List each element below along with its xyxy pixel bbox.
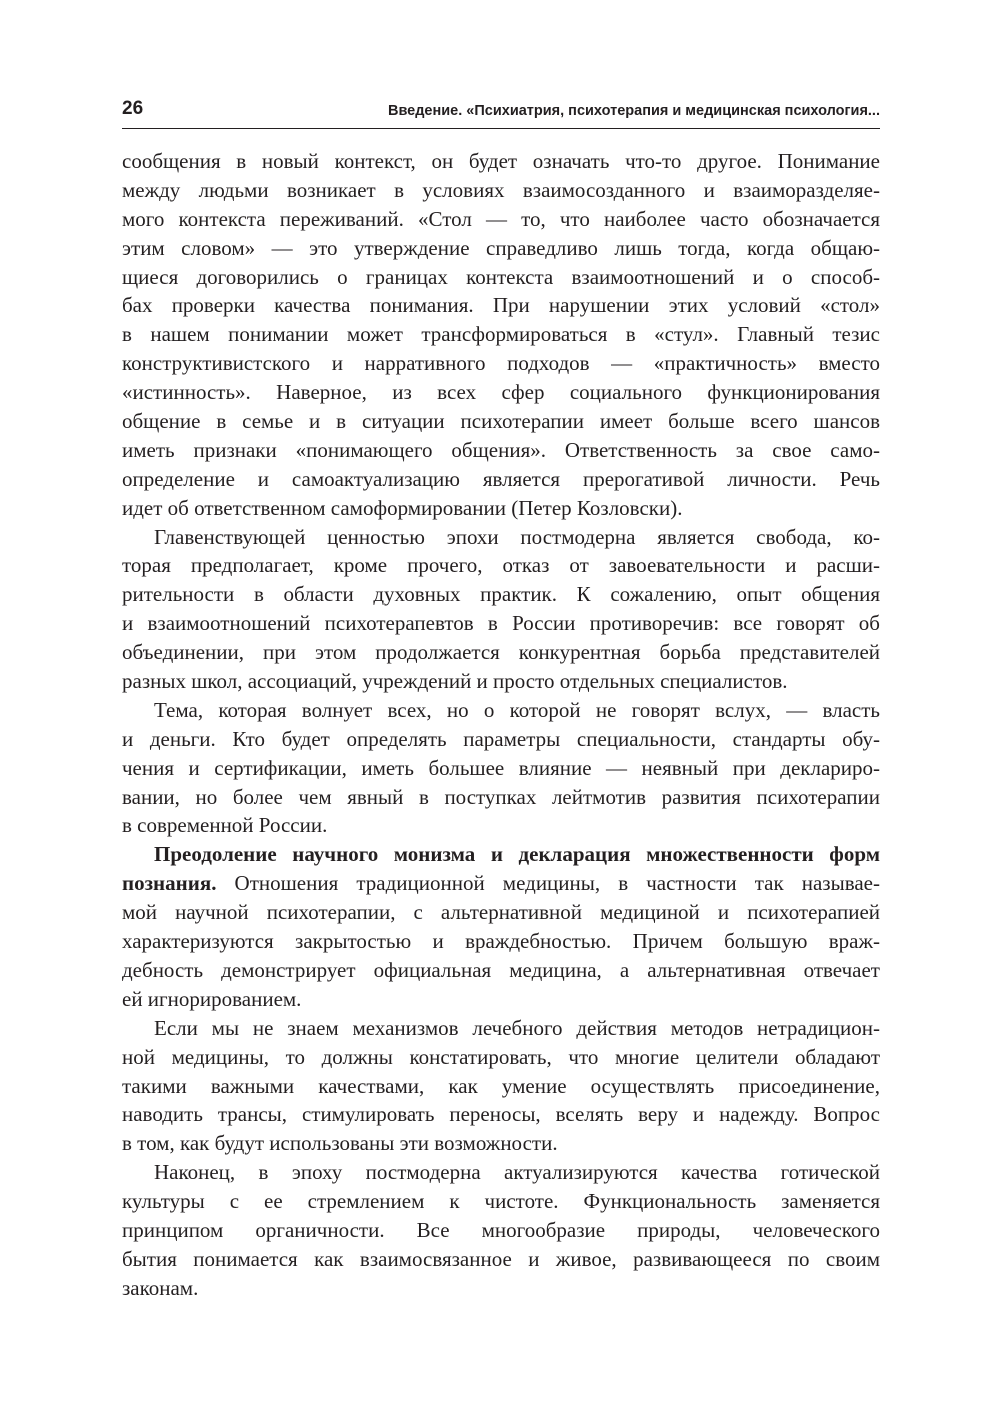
text-line: Если мы не знаем механизмов лечебного действия методов нетрадицион- [154, 1015, 880, 1040]
text-line: в том, как будут использованы эти возможности. [122, 1131, 558, 1156]
text-line: бытия понимается как взаимосвязанное и живое, развивающееся по своим [122, 1246, 880, 1271]
text-line: «истинность». Наверное, из всех сфер социального функционирования [122, 380, 880, 405]
paragraph-1 [122, 147, 880, 523]
paragraph-4 [122, 840, 880, 1013]
text-line: между людьми возникает в условиях взаимосозданного и взаиморазделяе- [122, 177, 880, 202]
text-line: ной медицины, то должны констатировать, что многие целители обладают [122, 1044, 880, 1069]
section-heading-end: познания. [122, 871, 217, 896]
text-line: сообщения в новый контекст, он будет означать что-то другое. Понимание [122, 149, 880, 173]
paragraph-3 [122, 696, 880, 840]
text-line: щиеся договорились о границах контекста взаимоотношений и о способ- [122, 264, 880, 289]
text-line: и деньги. Кто будет определять параметры специальности, стандарты обу- [122, 726, 880, 751]
lead-text: Отношения традиционной медицины, в частности так называе- [216, 871, 880, 896]
text-line: Тема, которая волнует всех, но о которой не говорят вслух, — власть [154, 697, 880, 722]
text-line: рительности в области духовных практик. К сожалению, опыт общения [122, 582, 880, 607]
text-line: дебность демонстрирует официальная медицина, а альтернативная отвечает [122, 957, 880, 982]
text-line: культуры с ее стремлением к чистоте. Функциональность заменяется [122, 1189, 880, 1214]
text-line: характеризуются закрытостью и враждебностью. Причем большую враж- [122, 929, 880, 954]
running-title: Введение. «Психиатрия, психотерапия и медицинская психология... [387, 103, 880, 119]
text-line: общение в семье и в ситуации психотерапии имеет больше всего шансов [122, 409, 880, 434]
text-line: объединении, при этом продолжается конкурентная борьба представителей [122, 640, 880, 665]
text-line: определение и самоактуализацию является прерогативой личности. Речь [122, 466, 880, 491]
page-number: 26 [122, 98, 144, 119]
paragraph-6 [122, 1158, 880, 1302]
text-line: вании, но более чем явный в поступках лейтмотив развития психотерапии [122, 784, 880, 809]
text-line: иметь признаки «понимающего общения». Ответственность за свое само- [122, 437, 880, 462]
text-line: наводить трансы, стимулировать переносы, вселять веру и надежду. Вопрос [122, 1102, 880, 1127]
text-line: этим словом» — это утверждение справедливо лишь тогда, когда общаю- [122, 235, 880, 260]
text-line: чения и сертификации, иметь большее влияние — неявный при деклариро- [122, 755, 880, 780]
text-line: мой научной психотерапии, с альтернативной медициной и психотерапией [122, 900, 880, 925]
text-line: торая предполагает, кроме прочего, отказ от завоевательности и расши- [122, 553, 880, 578]
text-line: в современной России. [122, 813, 328, 838]
text-line: разных школ, ассоциаций, учреждений и просто отдельных специалистов. [122, 669, 788, 694]
text-line: принципом органичности. Все многообразие природы, человеческого [122, 1217, 880, 1242]
body-text [122, 147, 880, 1303]
text-line: конструктивистского и нарративного подходов — «практичность» вместо [122, 351, 880, 376]
paragraph-2 [122, 523, 880, 696]
text-line: ей игнорированием. [122, 986, 302, 1011]
paragraph-5 [122, 1014, 880, 1158]
text-line: Наконец, в эпоху постмодерна актуализируются качества готической [154, 1160, 880, 1185]
text-line: Главенствующей ценностью эпохи постмодерна является свобода, ко- [154, 524, 880, 549]
page-header [122, 96, 880, 129]
text-line [122, 869, 880, 898]
text-line: мого контекста переживаний. «Стол — то, что наиболее часто обозначается [122, 206, 880, 231]
text-line: идет об ответственном самоформировании (Петер Козловски). [122, 495, 683, 520]
text-line: в нашем понимании может трансформироваться в «стул». Главный тезис [122, 322, 880, 347]
text-line: и взаимоотношений психотерапевтов в России противоречив: все говорят об [122, 611, 880, 636]
text-line: такими важными качествами, как умение осуществлять присоединение, [122, 1073, 880, 1098]
section-heading: Преодоление научного монизма и декларация множественности форм [154, 842, 880, 867]
text-line: бах проверки качества понимания. При нарушении этих условий «стол» [122, 293, 880, 318]
text-line: законам. [122, 1275, 199, 1300]
